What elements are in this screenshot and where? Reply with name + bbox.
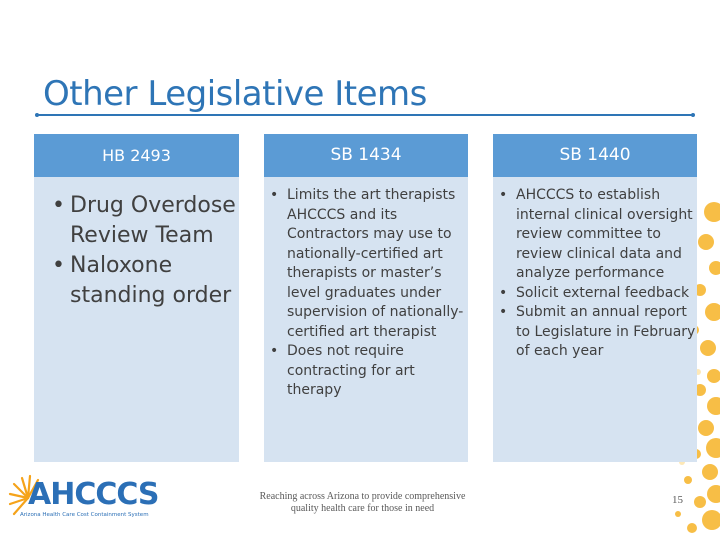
bullet-item: • Drug Overdose Review Team <box>34 191 239 251</box>
bullet-item: • Does not require contracting for art therapy <box>264 342 468 401</box>
column-heading: HB 2493 <box>34 134 239 177</box>
footer-text <box>240 491 485 515</box>
title-underline <box>34 113 696 117</box>
bullet-list <box>493 186 697 362</box>
logo-tagline: Arizona Health Care Cost Containment System <box>20 512 149 518</box>
slide-title: Other Legislative Items <box>43 74 427 114</box>
bullet-item: • AHCCCS to establish internal clinical oversight review committee to review clinical data and analyze performance <box>493 186 697 284</box>
column-heading: SB 1434 <box>264 134 468 177</box>
column-sb1434 <box>264 134 468 462</box>
column-body <box>264 177 468 462</box>
ahcccs-logo: AHCCCS <box>28 477 159 512</box>
page-number: 15 <box>672 494 683 506</box>
column-body <box>34 177 239 462</box>
footer-line-1: Reaching across Arizona to provide comprehensive <box>259 491 466 502</box>
bullet-item: • Limits the art therapists AHCCCS and its Contractors may use to nationally-certified art therapists or master’s level graduates under supervision of nationally-certified art therapist <box>264 186 468 342</box>
bullet-item: • Solicit external feedback <box>493 284 697 304</box>
bullet-item: • Submit an annual report to Legislature in February of each year <box>493 303 697 362</box>
column-heading: SB 1440 <box>493 134 697 177</box>
column-sb1440 <box>493 134 697 462</box>
column-body <box>493 177 697 462</box>
bullet-item: • Naloxone standing order <box>34 251 239 311</box>
bullet-list <box>34 191 239 311</box>
footer-line-2: quality health care for those in need <box>290 503 435 514</box>
bullet-list <box>264 186 468 401</box>
column-hb2493 <box>34 134 239 462</box>
